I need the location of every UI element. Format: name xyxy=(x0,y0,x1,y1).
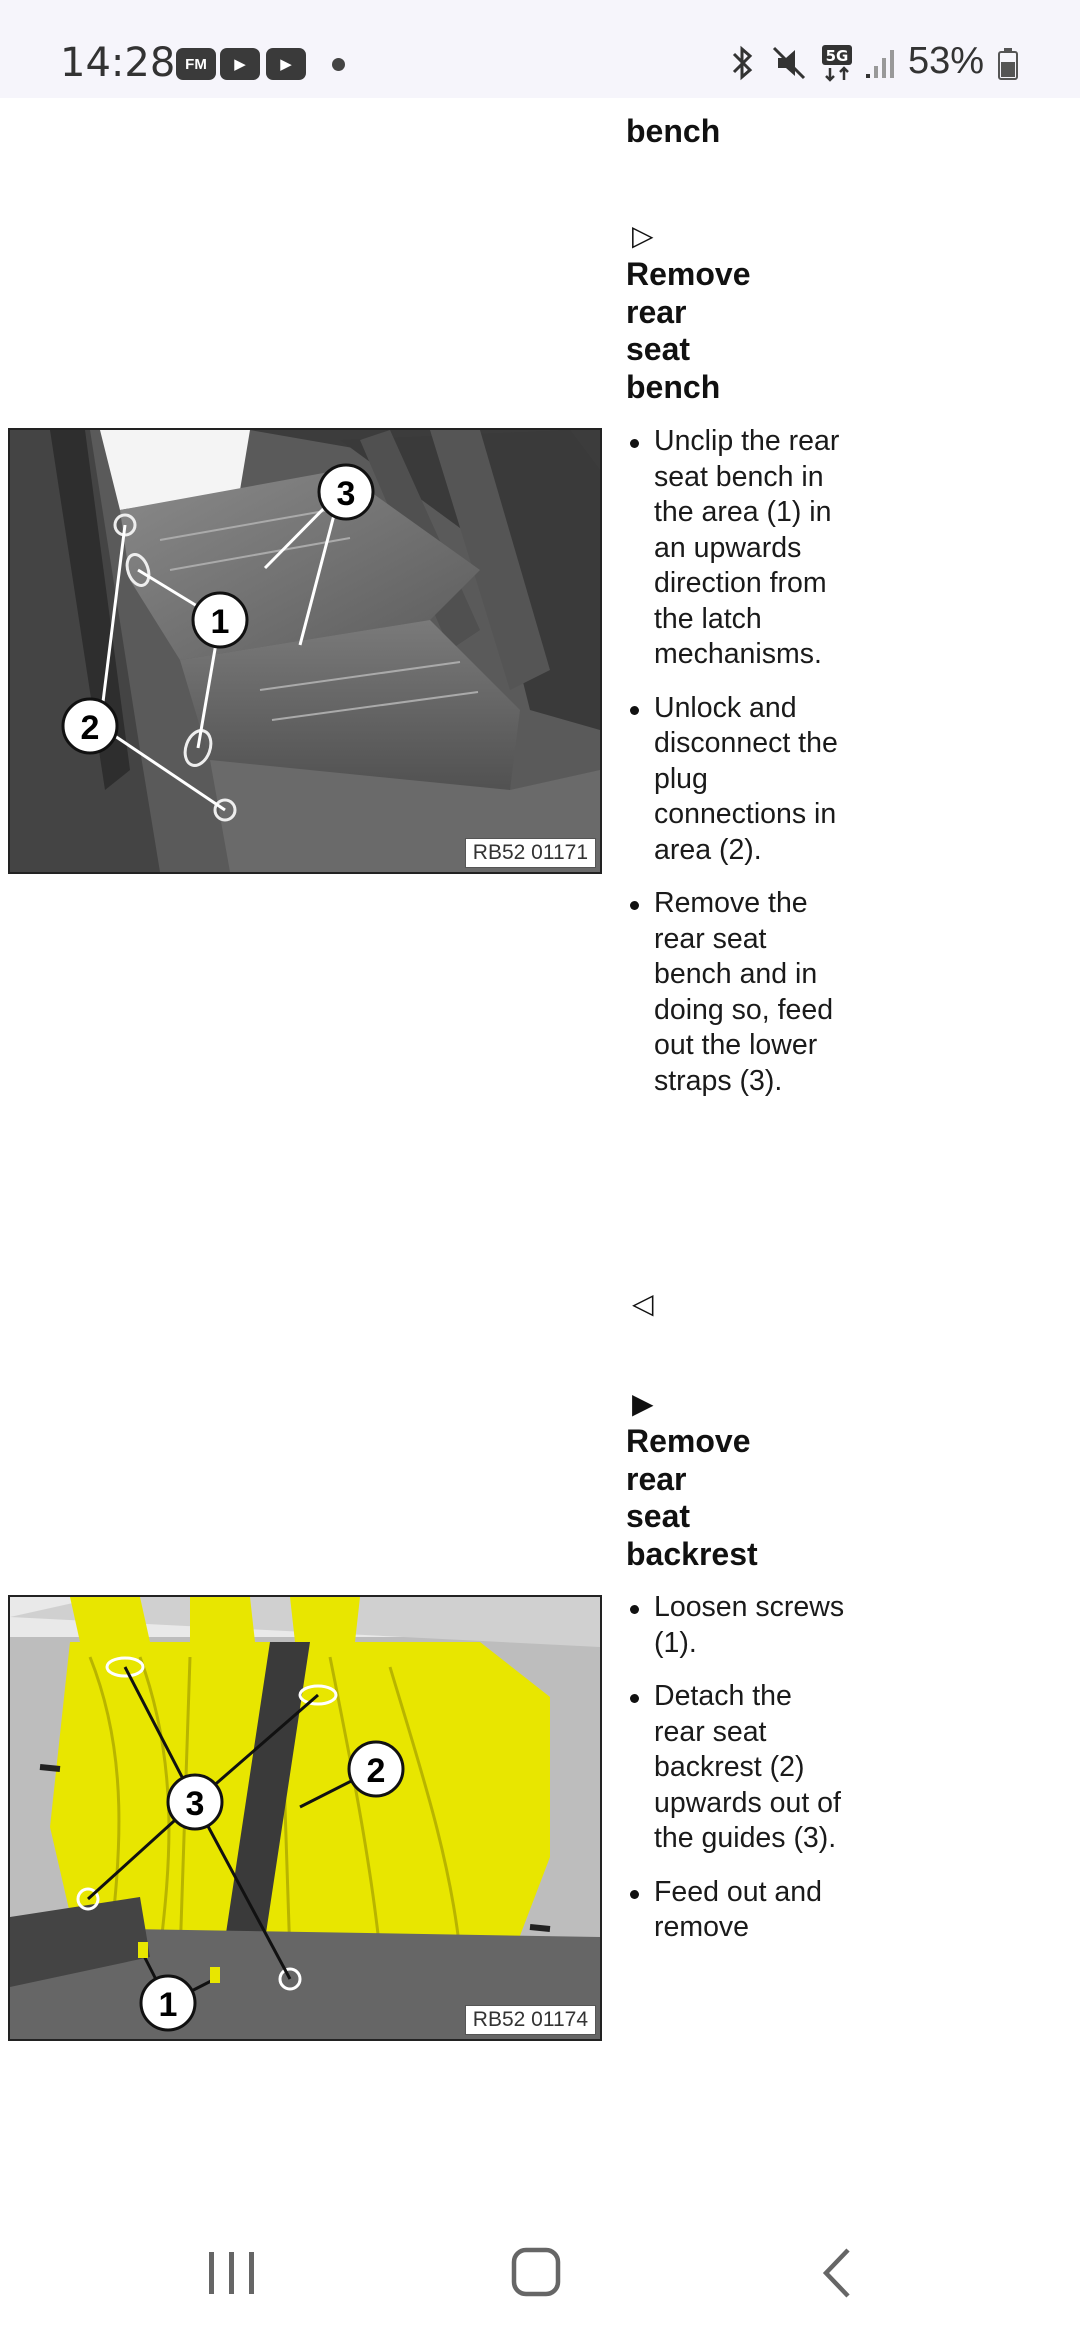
svg-text:1: 1 xyxy=(158,1986,178,2024)
home-icon[interactable] xyxy=(510,2246,562,2303)
navigation-bar xyxy=(0,2200,1080,2340)
more-notifications-dot xyxy=(332,58,345,71)
rear-seat-bench-figure xyxy=(8,428,602,874)
list-item: Unlock and disconnect the plug connections in area (2). xyxy=(618,691,848,869)
section-expand-marker[interactable]: ▶ xyxy=(632,1388,654,1419)
list-item: Feed out and remove xyxy=(618,1875,848,1946)
battery-percent: 53% xyxy=(908,40,985,82)
network-label: 5G xyxy=(825,47,849,65)
back-icon[interactable] xyxy=(818,2246,858,2305)
section-collapse-marker[interactable]: ▷ xyxy=(632,220,654,251)
section-end-marker[interactable]: ◁ xyxy=(632,1288,654,1319)
callout-2 xyxy=(63,699,117,753)
list-item: Loosen screws (1). xyxy=(618,1590,848,1661)
5g-icon xyxy=(820,44,860,89)
list-item: Remove the rear seat bench and in doing so, feed out the lower straps (3). xyxy=(618,886,848,1099)
callout-1 xyxy=(141,1976,195,2030)
bluetooth-icon xyxy=(728,44,758,87)
figure-code: RB52 01171 xyxy=(465,838,596,868)
list-item: Detach the rear seat backrest (2) upwards out of the guides (3). xyxy=(618,1679,848,1857)
recent-apps-icon[interactable] xyxy=(205,2248,259,2303)
list-item: Unclip the rear seat bench in the area (1) in an upwards direction from the latch mechanisms. xyxy=(618,424,848,673)
svg-text:2: 2 xyxy=(80,709,100,747)
remove-rear-seat-backrest-heading: Remove rear seat backrest xyxy=(626,1423,758,1572)
svg-text:1: 1 xyxy=(210,603,230,641)
signal-icon xyxy=(864,44,900,87)
svg-text:3: 3 xyxy=(185,1785,205,1823)
youtube-icon: ▶ xyxy=(266,48,306,80)
bench-instructions-list xyxy=(618,424,848,1117)
backrest-instructions-list xyxy=(618,1590,848,1964)
battery-icon xyxy=(998,48,1018,85)
svg-text:2: 2 xyxy=(366,1752,386,1790)
callout-2 xyxy=(349,1742,403,1796)
callout-3 xyxy=(319,465,373,519)
remove-rear-seat-bench-heading: Remove rear seat bench xyxy=(626,256,751,405)
callout-1 xyxy=(193,593,247,647)
fm-radio-icon: FM xyxy=(176,48,216,80)
youtube-icon: ▶ xyxy=(220,48,260,80)
figure-code: RB52 01174 xyxy=(465,2005,596,2035)
svg-text:3: 3 xyxy=(336,475,356,513)
section-heading-fragment: bench xyxy=(626,113,721,149)
rear-seat-backrest-figure xyxy=(8,1595,602,2041)
mute-icon xyxy=(770,44,810,87)
callout-3 xyxy=(168,1775,222,1829)
status-bar xyxy=(0,0,1080,98)
status-time: 14:28 xyxy=(60,40,176,86)
